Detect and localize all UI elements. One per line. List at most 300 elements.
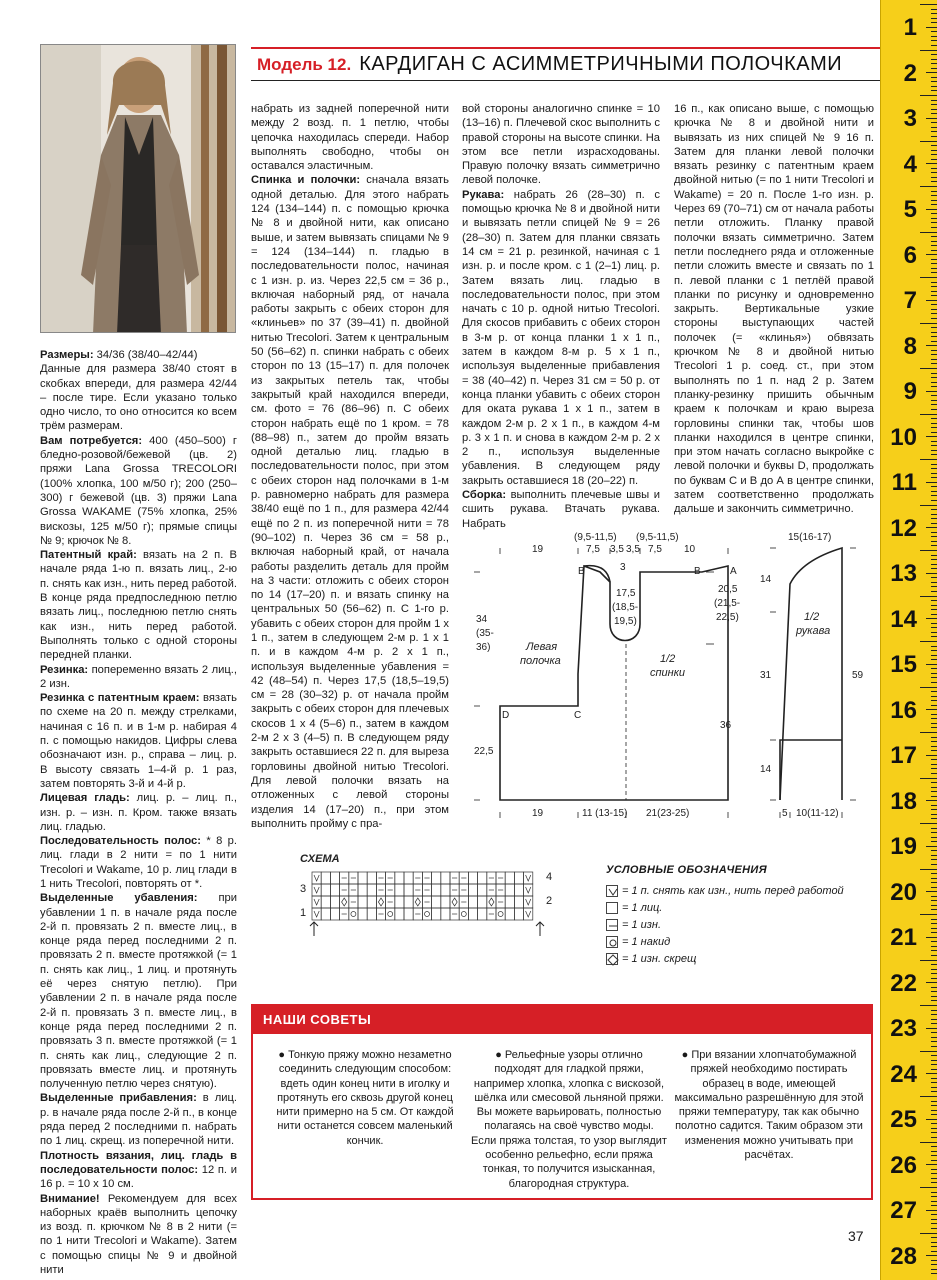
ruler-number: 9	[903, 378, 917, 405]
dim-right-225: 22,5)	[716, 612, 739, 623]
stripes-heading: Последовательность полос:	[40, 835, 201, 848]
column-3	[462, 102, 660, 531]
ruler-tick	[931, 1055, 937, 1056]
sleeve-31: 31	[760, 670, 772, 681]
ruler-tick	[931, 568, 937, 569]
chart-cell	[358, 896, 367, 908]
page-number: 37	[848, 1228, 864, 1244]
ruler-number: 5	[903, 196, 917, 223]
ruler-tick	[931, 9, 937, 10]
ruler-tick	[920, 869, 937, 870]
decreases-heading: Выделенные убавления:	[40, 892, 198, 905]
ruler-tick	[931, 759, 937, 760]
decreases-text: при убавлении 1 п. в начале ряда после 2-й п. провязать 2 п. вместе лиц., в конце ряда перед последними 2 п. провязать 2 п. вместе протяжкой (= 1 п. снять как лиц., 1 лиц. и протянуть её через снятую петлю). При убавлении 2 п. в начале ряда после 2-й п. провязать 3 п. вместе лиц., в конце ряда перед последними 2 п. провязать 3 п. вместе протяжкой (= 1 п. снять как лиц., следующие 2 п. провязать вместе лиц. и протянуть полученную петлю через снятую).	[40, 892, 237, 1091]
dim-left-36: 36)	[476, 642, 491, 653]
ruler-tick	[931, 659, 937, 660]
ruler-tick	[931, 828, 937, 829]
chart-cell	[321, 884, 330, 896]
yarn-over-icon	[606, 936, 618, 948]
ruler-number: 3	[903, 105, 917, 132]
ruler-tick	[931, 332, 937, 333]
chart-cell	[478, 896, 487, 908]
ruler-tick	[931, 609, 937, 610]
ruler-tick	[931, 909, 937, 910]
ruler-tick	[926, 573, 937, 574]
legend-title: УСЛОВНЫЕ ОБОЗНАЧЕНИЯ	[606, 864, 767, 876]
ruler-tick	[920, 732, 937, 733]
ruler-tick	[931, 1101, 937, 1102]
ruler-tick	[931, 673, 937, 674]
label-left-front: Левая	[526, 641, 558, 653]
ruler-tick	[931, 109, 937, 110]
ruler-tick	[931, 523, 937, 524]
ruler-tick	[931, 1087, 937, 1088]
chart-cell	[330, 908, 339, 920]
chart-cell	[478, 908, 487, 920]
legend-item-slip: = 1 п. снять как изн., нить перед работой	[606, 882, 876, 899]
sleeve-cuff-14: 14	[760, 764, 772, 775]
sizes-heading: Размеры:	[40, 349, 94, 361]
ruler-tick	[931, 714, 937, 715]
ruler-number: 19	[890, 833, 917, 860]
ruler-tick	[931, 1014, 937, 1015]
twisted-purl-mark	[415, 898, 420, 906]
chart-cell	[395, 896, 404, 908]
ruler-tick	[931, 245, 937, 246]
ruler-tick	[931, 250, 937, 251]
ruler-tick	[931, 327, 937, 328]
ruler-tick	[931, 1192, 937, 1193]
ruler-tick	[931, 218, 937, 219]
label-half-sleeve-2: рукава	[796, 625, 831, 637]
ruler-tick	[931, 1146, 937, 1147]
ruler-tick	[931, 582, 937, 583]
ruler-tick	[931, 113, 937, 114]
chart-cell	[468, 896, 477, 908]
ruler-tick	[931, 636, 937, 637]
chart-cell	[404, 896, 413, 908]
ruler-tick	[931, 696, 937, 697]
chart-row-2: 2	[546, 895, 553, 907]
dim-top-35b: 3,5	[626, 544, 640, 555]
ruler-tick	[931, 181, 937, 182]
ruler-tick	[931, 22, 937, 23]
ruler-tick	[931, 514, 937, 515]
label-left-front-2: полочка	[520, 655, 561, 667]
ruler-tick	[926, 800, 937, 801]
col4-text: 16 п., как описано выше, с помощью крючка № 8 и двойной нити и вывязать из них спицей № 9 16 п. Затем для планки левой полочки вязать резинку с патентным краем двойной нитью (= по 1 нити Trecolori и Wakame) = 20 п. После 1-го изн. р. Через 69 (70–71) см от начала работы петли отложить. Планку правой полочки вязать симметрично. Затем петли последнего ряда и отложенные петли сложить вместе и связать по 1 п. левой планки с 1 петлёй правой планки по рисунку и одновременно закрыть. Вертикальные узкие стороны выступающих частей полочек (= «клинья») обвязать крючком № 8 и двойной нитью Trecolori 1 р. соед. ст., при этом выполнять по 1 п. над 2 р. Затем планку-резинку пришить обычным краем к полочкам и краю выреза горловины спинки так, чтобы шов планки находился в центре спинки, при этом начать согласно выкройке с левой полочки и буквы D, продолжать по буквам С и В до А в центре спинки, затем соответственно продолжать дальше и закончить симметрично.	[674, 103, 874, 516]
ruler-tick	[926, 982, 937, 983]
ruler-tick	[920, 277, 937, 278]
materials-heading: Вам потребуется:	[40, 434, 143, 447]
sizes-text: 34/36 (38/40–42/44)	[93, 349, 198, 361]
ruler-tick	[931, 577, 937, 578]
ruler-tick	[931, 737, 937, 738]
twisted-purl-mark	[489, 898, 494, 906]
ruler-tick	[931, 386, 937, 387]
ruler-tick	[931, 486, 937, 487]
ruler-tick	[920, 505, 937, 506]
ruler-tick	[931, 969, 937, 970]
ruler-tick	[931, 668, 937, 669]
ruler-tick	[926, 891, 937, 892]
ruler-tick	[931, 1046, 937, 1047]
ruler-tick	[931, 950, 937, 951]
patent-edge-text: вязать на 2 п. В начале ряда 1-ю п. вязать лиц., 2-ю п. снять как изн., нить перед работой. В конце ряда предпоследнюю петлю вязать лиц., последнюю петлю снять как изн., нить перед работой. Выполнять только с одной стороны передней планки.	[40, 549, 237, 662]
chart-cell	[432, 884, 441, 896]
rib-heading: Резинка:	[40, 663, 89, 676]
chart-start-arrow	[310, 922, 318, 936]
ruler-tick	[920, 1005, 937, 1006]
ruler-tick	[931, 90, 937, 91]
ruler-tick	[931, 427, 937, 428]
ruler-tick	[931, 791, 937, 792]
column-2	[251, 102, 449, 831]
ruler-tick	[931, 532, 937, 533]
chart-cell	[358, 884, 367, 896]
ruler-tick	[931, 318, 937, 319]
ruler-tick	[931, 195, 937, 196]
ruler-tick	[931, 586, 937, 587]
ruler-tick	[931, 150, 937, 151]
chart-cell	[478, 884, 487, 896]
dim-top-right-range: (9,5-11,5)	[636, 532, 679, 543]
article-title	[251, 47, 881, 81]
yarn-over-mark	[351, 912, 356, 917]
ruler-tick	[926, 1119, 937, 1120]
ruler-tick	[931, 464, 937, 465]
dim-top-left-75: 7,5	[586, 544, 600, 555]
chart-cell	[321, 896, 330, 908]
point-a: A	[730, 566, 737, 577]
attention-heading: Внимание!	[40, 1192, 100, 1205]
ruler-tick	[931, 354, 937, 355]
label-half-back: 1/2	[660, 653, 676, 665]
attention-text: Рекомендуем для всех наборных краёв выполнить цепочку из возд. п. крючком № 8 в 2 нити (= по 1 нити Trecolori и Wakame). Затем с помощью спицы № 9 и двойной нити	[40, 1192, 237, 1276]
ruler-tick	[926, 482, 937, 483]
ruler-tick	[931, 591, 937, 592]
sizes-note: Данные для размера 38/40 стоят в скобках впереди, для размера 42/44 – после тире. Если указано только одно число, то оно относится ко всем трём размерам.	[40, 363, 237, 433]
chart-cell	[330, 884, 339, 896]
chart-end-arrow	[536, 922, 544, 936]
ruler-tick	[931, 136, 937, 137]
ruler-tick	[931, 213, 937, 214]
ruler-tick	[920, 596, 937, 597]
ruler-tick	[931, 1155, 937, 1156]
ruler-tick	[926, 664, 937, 665]
point-b-right: B	[694, 566, 701, 577]
chart-cell	[349, 908, 358, 920]
dim-right-36: 36	[720, 720, 732, 731]
measuring-tape	[880, 0, 937, 1280]
point-b-left: B	[578, 566, 585, 577]
ruler-tick	[931, 1105, 937, 1106]
ruler-tick	[931, 336, 937, 337]
ruler-tick	[931, 741, 937, 742]
ruler-number: 2	[903, 59, 917, 87]
ruler-tick	[931, 191, 937, 192]
chart-cell	[386, 908, 395, 920]
armhole-175: 17,5	[616, 588, 636, 599]
ruler-tick	[931, 286, 937, 287]
ruler-tick	[920, 1233, 937, 1234]
ruler-tick	[931, 341, 937, 342]
chart-cell	[505, 908, 514, 920]
chart-cell	[404, 872, 413, 884]
assembly-text: выполнить плечевые швы и сшить рукава. Втачать рукава. Набрать	[462, 489, 660, 530]
ruler-tick	[931, 131, 937, 132]
ruler-tick	[931, 541, 937, 542]
column-1	[40, 348, 237, 1277]
ruler-tick	[931, 682, 937, 683]
ruler-tick	[931, 768, 937, 769]
ruler-tick	[920, 1051, 937, 1052]
ruler-tick	[931, 313, 937, 314]
ruler-tick	[931, 1064, 937, 1065]
ruler-tick	[931, 1010, 937, 1011]
chart-cell	[404, 908, 413, 920]
slip-stitch-mark	[314, 875, 319, 881]
ruler-tick	[931, 545, 937, 546]
dim-top-left-range: (9,5-11,5)	[574, 532, 617, 543]
ruler-tick	[931, 727, 937, 728]
ruler-tick	[931, 1151, 937, 1152]
ruler-tick	[931, 241, 937, 242]
ruler-tick	[931, 1123, 937, 1124]
dim-right-205: 20,5	[718, 584, 738, 595]
chart-row-4: 4	[546, 871, 553, 883]
ruler-tick	[931, 1041, 937, 1042]
gauge-heading: Плотность вязания, лиц. гладь в последовательности полос:	[40, 1149, 237, 1176]
sleeve-top-width: 15(16-17)	[788, 532, 832, 543]
assembly-heading: Сборка:	[462, 489, 507, 502]
ruler-tick	[931, 1000, 937, 1001]
sleeve-cap-14: 14	[760, 574, 772, 585]
ruler-tick	[931, 45, 937, 46]
ruler-number: 7	[903, 287, 917, 314]
ruler-number: 23	[890, 1015, 917, 1042]
ruler-tick	[931, 145, 937, 146]
ruler-tick	[931, 1242, 937, 1243]
dim-bottom-21: 21(23-25)	[646, 808, 690, 819]
chart-cell	[432, 908, 441, 920]
ruler-tick	[931, 468, 937, 469]
chart-cell	[524, 884, 533, 896]
armhole-195: 19,5)	[614, 616, 637, 627]
ruler-tick	[931, 432, 937, 433]
ruler-tick	[931, 518, 937, 519]
ruler-number: 27	[890, 1197, 917, 1224]
ruler-tick	[931, 809, 937, 810]
ruler-tick	[931, 814, 937, 815]
chart-cell	[441, 908, 450, 920]
ruler-tick	[931, 1132, 937, 1133]
ruler-tick	[931, 159, 937, 160]
ruler-number: 1	[903, 14, 917, 41]
ruler-tick	[931, 236, 937, 237]
ruler-tick	[931, 946, 937, 947]
ruler-tick	[931, 1182, 937, 1183]
ruler-tick	[926, 118, 937, 119]
ruler-tick	[931, 500, 937, 501]
ruler-tick	[931, 691, 937, 692]
chart-cell	[514, 872, 523, 884]
armhole-185: (18,5-	[612, 602, 639, 613]
sleeves-heading: Рукава:	[462, 188, 505, 201]
ruler-tick	[931, 491, 937, 492]
ruler-tick	[931, 919, 937, 920]
chart-cell	[496, 908, 505, 920]
ruler-tick	[926, 937, 937, 938]
ruler-number: 28	[890, 1242, 917, 1270]
neck-depth-3: 3	[620, 562, 626, 573]
ruler-tick	[931, 423, 937, 424]
yarn-over-mark	[388, 912, 393, 917]
chart-cell	[367, 896, 376, 908]
tip-1: ● Тонкую пряжу можно незаметно соединить следующим способом: вдеть один конец нити в иголку и протянуть его сквозь другой конец нити примерно на 5 см. От каждой нити останется совсем маленький кончик.	[276, 1049, 454, 1147]
ruler-tick	[931, 268, 937, 269]
ruler-number: 8	[903, 332, 917, 360]
ruler-tick	[931, 600, 937, 601]
ruler-tick	[920, 778, 937, 779]
ruler-tick	[931, 1019, 937, 1020]
ruler-tick	[931, 700, 937, 701]
chart-cell	[358, 872, 367, 884]
model-name: КАРДИГАН С АСИММЕТРИЧНЫМИ ПОЛОЧКАМИ	[359, 53, 843, 75]
ruler-tick	[931, 127, 937, 128]
ruler-tick	[931, 18, 937, 19]
ruler-tick	[931, 787, 937, 788]
ruler-tick	[931, 291, 937, 292]
increases-heading: Выделенные прибавления:	[40, 1092, 197, 1105]
ruler-tick	[931, 973, 937, 974]
chart-cell	[330, 872, 339, 884]
chart-cell	[459, 908, 468, 920]
ruler-tick	[931, 1223, 937, 1224]
chart-cell	[505, 896, 514, 908]
ruler-tick	[920, 95, 937, 96]
ruler-tick	[920, 414, 937, 415]
ruler-tick	[931, 896, 937, 897]
ruler-number: 17	[890, 742, 917, 769]
ruler-tick	[926, 1255, 937, 1256]
legend-item-purl: = 1 изн.	[606, 916, 876, 933]
chart-cell	[468, 884, 477, 896]
ruler-tick	[926, 527, 937, 528]
ruler-tick	[931, 1214, 937, 1215]
chart-cell	[524, 896, 533, 908]
ruler-number: 16	[890, 696, 917, 724]
sleeves-text: набрать 26 (28–30) п. с помощью крючка № 8 и двойной нити и вывязать петли спицей № 9 = 26 (28–30) п. Затем для планки связать 14 см = 21 р. резинкой, начиная с 1 изн. р. и после кром. с 1 (2–1) лиц. р. Затем вязать лиц. гладью в последовательности полос, при этом начать с 10 р. одной нитью Trecolori. Для скосов прибавить с обеих сторон в 3-м р. от конца планки 1 х 1 п., затем в каждом 8-м р. 5 х 1 п., используя выделенные прибавления = 38 (40–42) п. Через 31 см = 50 р. от конца планки убавить с обеих сторон для оката рукава 1 х 1 п., затем в каждом 2-м р. 2 х 1 п., в каждом 4-м р. 3 х 1 п. и снова в каждом 2-м р. 2 х 2 п., используя выделенные убавления. В следующем ряду закрыть оставшиеся 18 (20–22) п.	[462, 188, 660, 487]
ruler-tick	[920, 368, 937, 369]
ruler-tick	[931, 964, 937, 965]
stockinette-heading: Лицевая гладь:	[40, 792, 130, 805]
slip-stitch-mark	[526, 887, 531, 893]
ruler-tick	[931, 996, 937, 997]
ruler-tick	[931, 418, 937, 419]
dim-bottom-11: 11 (13-15)	[582, 808, 628, 819]
ruler-tick	[931, 718, 937, 719]
dim-left-34: 34	[476, 614, 488, 625]
twisted-purl-icon	[606, 953, 618, 965]
ruler-tick	[931, 454, 937, 455]
chart-cell	[432, 872, 441, 884]
ruler-tick	[931, 1082, 937, 1083]
ruler-tick	[931, 900, 937, 901]
ruler-tick	[931, 495, 937, 496]
chart-cell	[514, 896, 523, 908]
slip-stitch-mark	[526, 911, 531, 917]
ruler-tick	[931, 86, 937, 87]
dim-top-10: 10	[684, 544, 696, 555]
ruler-number: 22	[890, 969, 917, 997]
ruler-tick	[931, 878, 937, 879]
chart-cell	[367, 908, 376, 920]
chart-cell	[395, 908, 404, 920]
chart-cell	[367, 884, 376, 896]
ruler-tick	[931, 555, 937, 556]
ruler-number: 4	[903, 150, 917, 178]
ruler-tick	[931, 764, 937, 765]
ruler-tick	[926, 300, 937, 301]
ruler-tick	[931, 404, 937, 405]
rib-text: попеременно вязать 2 лиц., 2 изн.	[40, 663, 237, 690]
ruler-tick	[920, 459, 937, 460]
ruler-number: 14	[890, 605, 917, 633]
ruler-tick	[931, 309, 937, 310]
ruler-tick	[931, 1269, 937, 1270]
ruler-tick	[931, 172, 937, 173]
ruler-tick	[931, 841, 937, 842]
ruler-number: 18	[890, 787, 917, 815]
tips-header	[253, 1006, 871, 1034]
ruler-tick	[931, 100, 937, 101]
ruler-tick	[931, 978, 937, 979]
chart-cell	[441, 872, 450, 884]
ruler-tick	[931, 377, 937, 378]
slip-stitch-mark	[526, 899, 531, 905]
ruler-tick	[931, 59, 937, 60]
ruler-tick	[920, 141, 937, 142]
ruler-tick	[931, 200, 937, 201]
ruler-tick	[931, 13, 937, 14]
ruler-tick	[931, 805, 937, 806]
ruler-tick	[920, 1142, 937, 1143]
dim-top-35a: 3,5	[610, 544, 624, 555]
ruler-tick	[931, 882, 937, 883]
chart-cell	[330, 896, 339, 908]
chart-cell	[432, 896, 441, 908]
dim-left-35: (35-	[476, 628, 494, 639]
ruler-tick	[931, 1169, 937, 1170]
chart-cell	[395, 884, 404, 896]
ruler-tick	[931, 40, 937, 41]
ruler-tick	[931, 68, 937, 69]
ruler-tick	[931, 559, 937, 560]
ruler-tick	[931, 923, 937, 924]
ruler-tick	[920, 1187, 937, 1188]
ruler-tick	[920, 232, 937, 233]
ruler-tick	[931, 304, 937, 305]
point-c: C	[574, 710, 582, 721]
ruler-tick	[931, 1237, 937, 1238]
ruler-tick	[926, 1210, 937, 1211]
back-fronts-text: сначала вязать одной деталью. Для этого набрать 124 (134–144) п. с помощью крючка № 8 и двойной нити, как описано выше, и затем вывязать спицами № 9 = 124 (134–144) п. гладью в последовательности полос, начиная с 1 изн. р. из. Через 22,5 см = 36 р., включая наборный ряд, от начала работы закрыть с обеих сторон для «клиньев» по 37 (39–41) п. двойной нитью Trecolori. Затем к центральным 50 (56–62) п. спинки набрать с обеих сторон по 13 (15–17) п. для полочек из закрытых петель так, чтобы закрытый край находился впереди, см. фото = 76 (86–96) п. С обеих сторон набрать ещё по 1 кром. = 78 (88–98) п., затем до пройм вязать одной деталью лиц. гладью в последовательности полос, при этом с обеих сторон над полочками в 1-м р. равномерно набрать для размера 38/40 ещё по 1 п., для размера 42/44 ещё по 2 п. из поперечной нити = 78 (90–102) п. Через 36 см = 58 р., включая наборный край, от начала работы разделить деталь для пройм на 3 части: отложить с обеих сторон по 14 (17–20) п. и вязать спинку на центральных 50 (56–62) п. С 1-го р. убавить с обеих сторон для пройм 1 х 1 п., затем в следующем 2-м р. 1 х 1 п. и в каждом 4-м р. 2 х 1 п., используя выделенные убавления = 42 (48–54) п. Через 17,5 (18,5–19,5) см = 28 (30–32) р. от начала пройм закрыть с обеих сторон для плечевых скосов 1 х 4 (5–6) п., затем в каждом 2-м 2 х 3 (4–5) п. В следующем ряду закрыть оставшиеся 22 п. для выреза горловины двойной нитью Trecolori. Для левой полочки вязать на отложенных с левой стороны изделия 14 (17–20) п., при этом выполнить пройму с пра-	[251, 174, 449, 830]
ruler-number: 10	[890, 423, 917, 451]
ruler-tick	[931, 850, 937, 851]
label-half-back-2: спинки	[650, 667, 686, 679]
chart-cell	[422, 908, 431, 920]
